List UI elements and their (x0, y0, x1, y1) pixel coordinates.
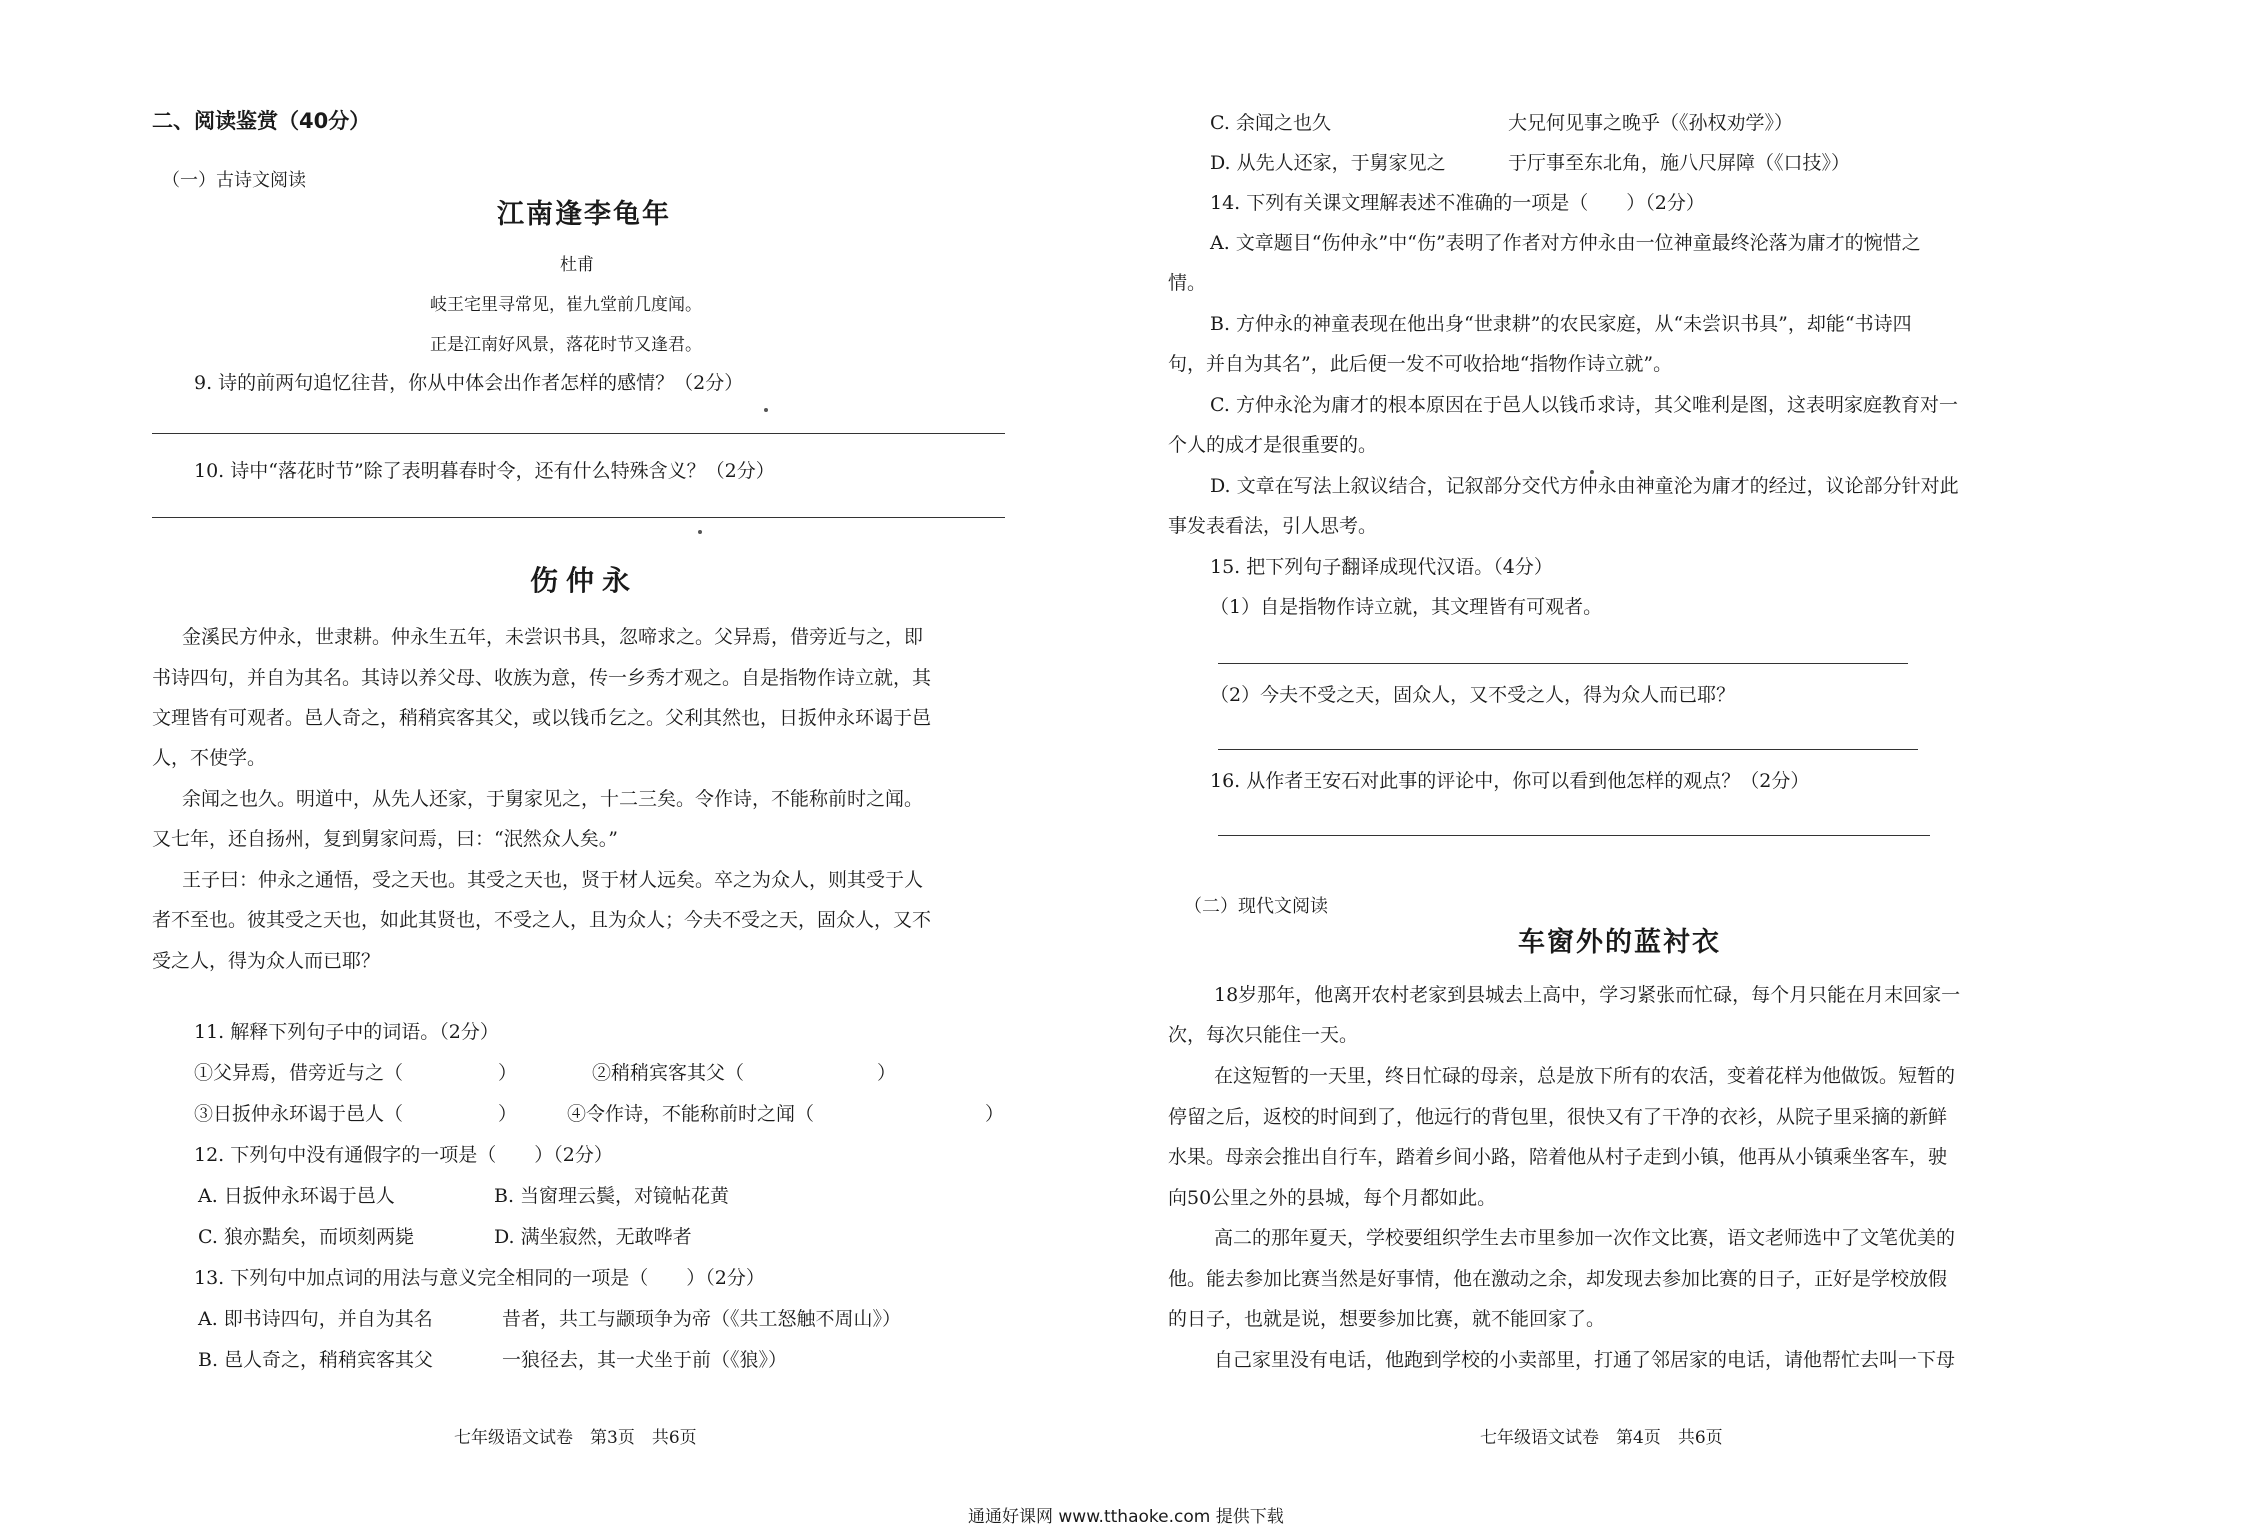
q13-option-d-compare: 于厅事至东北角，施八尺屏障（《口技》） (1508, 152, 1851, 174)
answer-line-q15-2 (1218, 749, 1918, 750)
q12-option-a: A. 日扳仲永环谒于邑人 (198, 1185, 395, 1207)
story-line: 的日子，也就是说，想要参加比赛，就不能回家了。 (1168, 1308, 1606, 1330)
story-line: 次，每次只能住一天。 (1168, 1024, 1359, 1046)
poem-line-1: 岐王宅里寻常见，崔九堂前几度闻。 (430, 295, 702, 315)
story-line: 水果。母亲会推出自行车，踏着乡间小路，陪着他从村子走到小镇，他再从小镇乘坐客车，驶 (1168, 1146, 1948, 1168)
answer-line-q9 (152, 433, 1005, 434)
q13-option-a-compare: 昔者，共工与颛顼争为帝（《共工怒触不周山》） (502, 1308, 902, 1330)
story-line: 向50公里之外的县城，每个月都如此。 (1168, 1187, 1497, 1209)
question-10: 10. 诗中“落花时节”除了表明暮春时令，还有什么特殊含义？（2分） (194, 460, 775, 482)
q13-option-c: C. 余闻之也久 (1210, 112, 1331, 134)
question-15: 15. 把下列句子翻译成现代汉语。（4分） (1210, 556, 1553, 578)
answer-line-q16 (1218, 835, 1930, 836)
question-14: 14. 下列有关课文理解表述不准确的一项是（ ）（2分） (1210, 192, 1705, 214)
essay-line: 余闻之也久。明道中，从先人还家，于舅家见之，十二三矣。令作诗，不能称前时之闻。 (182, 788, 924, 810)
q14-line: A. 文章题目“伤仲永”中“伤”表明了作者对方仲永由一位神童最终沦落为庸才的惋惜之 (1210, 232, 1921, 254)
story-line: 他。能去参加比赛当然是好事情，他在激动之余，却发现去参加比赛的日子，正好是学校放假 (1168, 1268, 1948, 1290)
essay-line: 受之人，得为众人而已耶？ (152, 950, 381, 972)
q12-option-c: C. 狼亦黠矣，而顷刻两毙 (198, 1226, 414, 1248)
question-16: 16. 从作者王安石对此事的评论中，你可以看到他怎样的观点？（2分） (1210, 770, 1810, 792)
essay-line: 书诗四句，并自为其名。其诗以养父母、收族为意，传一乡秀才观之。自是指物作诗立就，其 (152, 667, 932, 689)
q12-option-d: D. 满坐寂然，无敢哗者 (494, 1226, 692, 1248)
q12-option-b: B. 当窗理云鬓，对镜帖花黄 (494, 1185, 730, 1207)
q13-option-b-compare: 一狼径去，其一犬坐于前（《狼》） (502, 1349, 788, 1371)
question-12: 12. 下列句中没有通假字的一项是（ ）（2分） (194, 1144, 613, 1166)
q14-line: 个人的成才是很重要的。 (1168, 434, 1378, 456)
download-credit: 通通好课网 www.tthaoke.com 提供下载 (968, 1507, 1284, 1527)
sub-heading-classical: （一）古诗文阅读 (162, 170, 306, 191)
q13-option-c-compare: 大兄何见事之晚乎（《孙权劝学》） (1508, 112, 1794, 134)
story-line: 高二的那年夏天，学校要组织学生去市里参加一次作文比赛，语文老师选中了文笔优美的 (1214, 1227, 1956, 1249)
page-footer-right: 七年级语文试卷 第4页 共6页 (1480, 1428, 1723, 1448)
essay-line: 金溪民方仲永，世隶耕。仲永生五年，未尝识书具，忽啼求之。父异焉，借旁近与之，即 (182, 626, 924, 648)
essay-title: 伤仲永 (530, 564, 639, 597)
scan-speck (764, 408, 768, 412)
sub-heading-modern: （二）现代文阅读 (1184, 896, 1328, 917)
essay-line: 又七年，还自扬州，复到舅家问焉，曰：“泯然众人矣。” (152, 828, 618, 850)
question-13: 13. 下列句中加点词的用法与意义完全相同的一项是（ ）（2分） (194, 1267, 765, 1289)
answer-line-q15-1 (1218, 663, 1908, 664)
question-11: 11. 解释下列句子中的词语。（2分） (194, 1021, 499, 1043)
q14-line: D. 文章在写法上叙议结合，记叙部分交代方仲永由神童沦为庸才的经过，议论部分针对此 (1210, 475, 1959, 497)
essay-line: 人，不使学。 (152, 747, 267, 769)
section-heading-reading: 二、阅读鉴赏（40分） (152, 109, 371, 133)
q11-item-2: ②稍稍宾客其父（ ） (592, 1062, 897, 1084)
q15-sentence-1: （1）自是指物作诗立就，其文理皆有可观者。 (1210, 596, 1603, 618)
story-line: 停留之后，返校的时间到了，他远行的背包里，很快又有了干净的衣衫，从院子里采摘的新鲜 (1168, 1106, 1948, 1128)
q15-sentence-2: （2）今夫不受之天，固众人，又不受之人，得为众人而已耶？ (1210, 684, 1736, 706)
q11-item-1: ①父异焉，借旁近与之（ ） (194, 1062, 518, 1084)
q14-line: B. 方仲永的神童表现在他出身“世隶耕”的农民家庭，从“未尝识书具”，却能“书诗四 (1210, 313, 1912, 335)
q11-item-4: ④令作诗，不能称前时之闻（ ） (567, 1103, 1005, 1125)
scan-speck (1590, 470, 1594, 474)
story-line: 自己家里没有电话，他跑到学校的小卖部里，打通了邻居家的电话，请他帮忙去叫一下母 (1214, 1349, 1956, 1371)
story-line: 在这短暂的一天里，终日忙碌的母亲，总是放下所有的农活，变着花样为他做饭。短暂的 (1214, 1065, 1956, 1087)
q14-line: 事发表看法，引人思考。 (1168, 515, 1378, 537)
answer-line-q10 (152, 517, 1005, 518)
essay-line: 文理皆有可观者。邑人奇之，稍稍宾客其父，或以钱币乞之。父利其然也，日扳仲永环谒于邑 (152, 707, 932, 729)
q14-line: 句，并自为其名”，此后便一发不可收拾地“指物作诗立就”。 (1168, 353, 1673, 375)
poem-title: 江南逢李龟年 (497, 199, 671, 230)
q11-item-3: ③日扳仲永环谒于邑人（ ） (194, 1103, 518, 1125)
story-line: 18岁那年，他离开农村老家到县城去上高中，学习紧张而忙碌，每个月只能在月末回家一 (1214, 984, 1961, 1006)
q13-option-d: D. 从先人还家，于舅家见之 (1210, 152, 1446, 174)
q14-line: 情。 (1168, 272, 1207, 294)
q13-option-a: A. 即书诗四句，并自为其名 (198, 1308, 433, 1330)
poem-line-2: 正是江南好风景，落花时节又逢君。 (430, 335, 702, 355)
question-9: 9. 诗的前两句追忆往昔，你从中体会出作者怎样的感情？（2分） (194, 372, 744, 394)
poem-author: 杜甫 (560, 255, 594, 275)
q13-option-b: B. 邑人奇之，稍稍宾客其父 (198, 1349, 434, 1371)
essay-line: 王子曰：仲永之通悟，受之天也。其受之天也，贤于材人远矣。卒之为众人，则其受于人 (182, 869, 924, 891)
scan-speck (698, 530, 702, 534)
essay-line: 者不至也。彼其受之天也，如此其贤也，不受之人，且为众人；今夫不受之天，固众人，又不 (152, 909, 932, 931)
page-footer-left: 七年级语文试卷 第3页 共6页 (454, 1428, 697, 1448)
story-title: 车窗外的蓝衬衣 (1518, 927, 1721, 958)
q14-line: C. 方仲永沦为庸才的根本原因在于邑人以钱币求诗，其父唯利是图，这表明家庭教育对一 (1210, 394, 1958, 416)
